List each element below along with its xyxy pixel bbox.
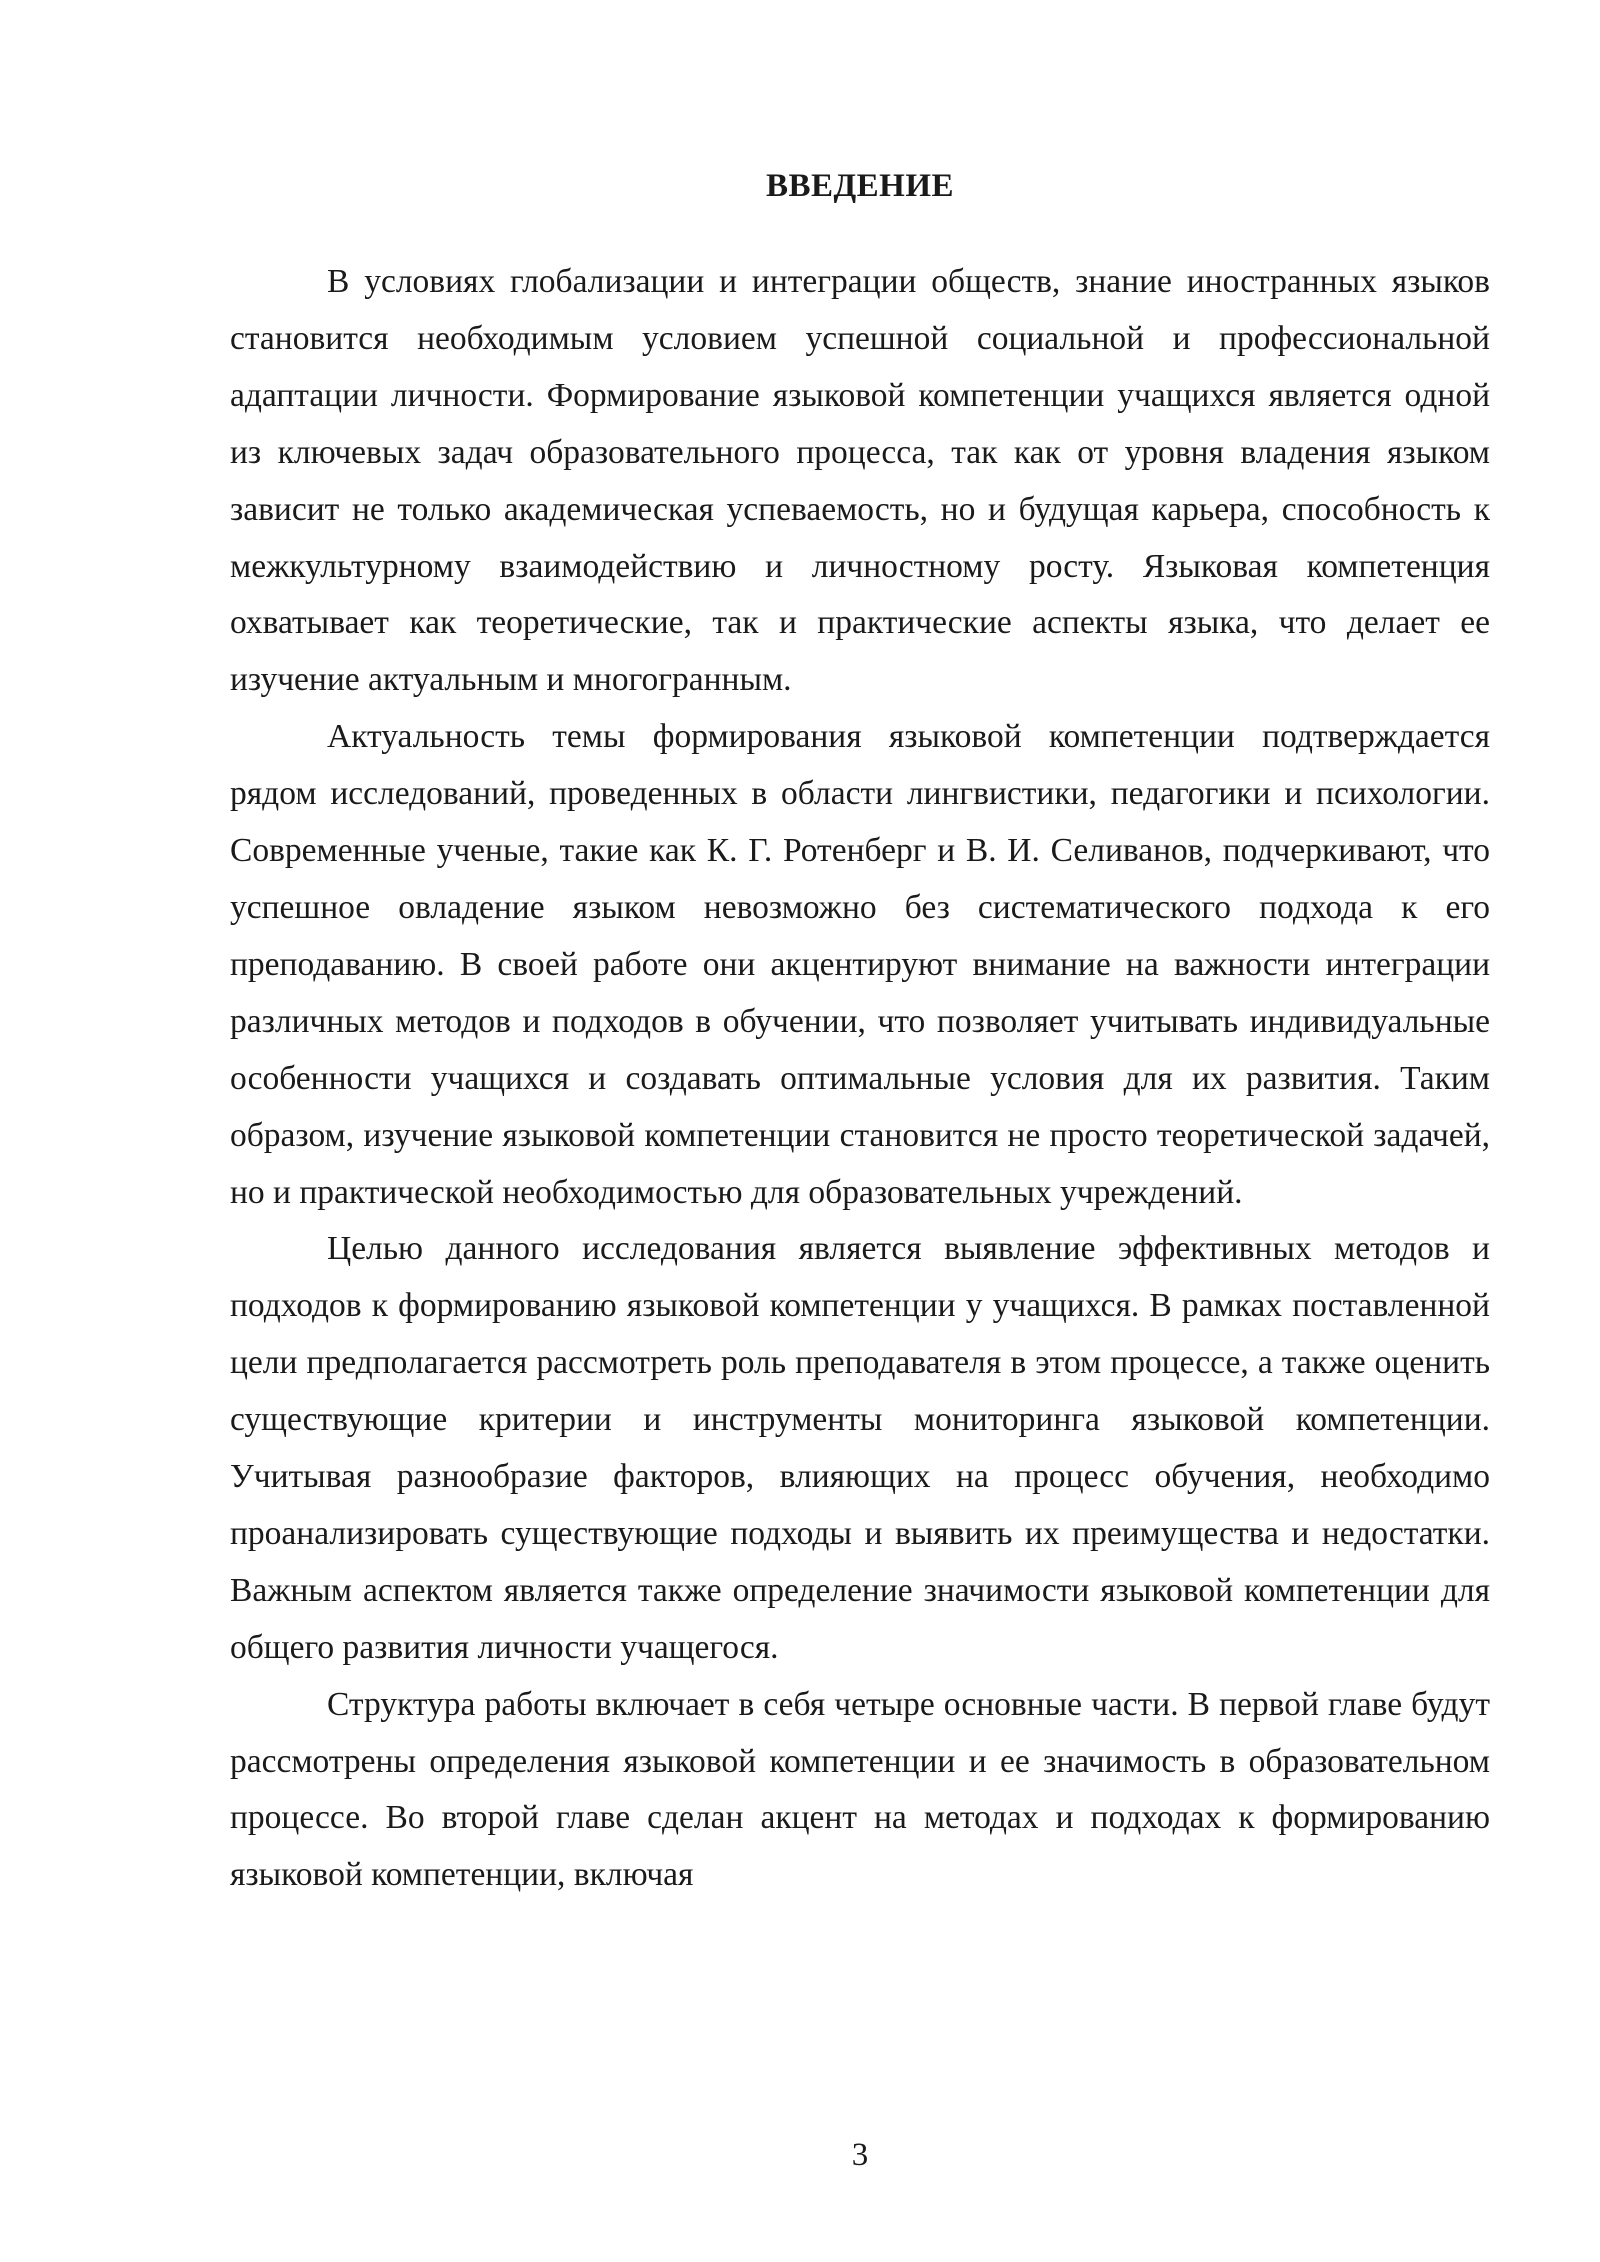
paragraph-relevance: Актуальность темы формирования языковой компетенции подтверждается рядом исследований, проведенных в области лингвистики, педагогики и психологии. Современные ученые, такие как К. Г. Ротенберг и В. И. Селиванов, подчеркивают, что успешное овладение языком невозможно без систематического подхода к его преподаванию. В своей работе они акцентируют внимание на важности интеграции различных методов и подходов в обучении, что позволяет учитывать индивидуальные особенности учащихся и создавать оптимальные условия для их развития. Таким образом, изучение языковой компетенции становится не просто теоретической задачей, но и практической необходимостью для образовательных учреждений.: [230, 718, 1490, 1211]
paragraph-structure: Структура работы включает в себя четыре основные части. В первой главе будут рассмотрены определения языковой компетенции и ее значимость в образовательном процессе. Во второй главе сделан акцент на методах и подходах к формированию языковой компетенции, включая: [230, 1685, 1490, 1894]
paragraph-goal: Целью данного исследования является выявление эффективных методов и подходов к формированию языковой компетенции у учащихся. В рамках поставленной цели предполагается рассмотреть роль преподавателя в этом процессе, а также оценить существующие критерии и инструменты мониторинга языковой компетенции. Учитывая разнообразие факторов, влияющих на процесс обучения, необходимо проанализировать существующие подходы и выявить их преимущества и недостатки. Важным аспектом является также определение значимости языковой компетенции для общего развития личности учащегося.: [230, 1230, 1490, 1666]
page-number: 3: [851, 2137, 869, 2173]
body-text: [230, 254, 1490, 1904]
page-heading: ВВЕДЕНИЕ: [765, 168, 955, 204]
paragraph-globalization: В условиях глобализации и интеграции обществ, знание иностранных языков становится необходимым условием успешной социальной и профессиональной адаптации личности. Формирование языковой компетенции учащихся является одной из ключевых задач образовательного процесса, так как от уровня владения языком зависит не только академическая успеваемость, но и будущая карьера, способность к межкультурному взаимодействию и личностному росту. Языковая компетенция охватывает как теоретические, так и практические аспекты языка, что делает ее изучение актуальным и многогранным.: [230, 263, 1490, 699]
